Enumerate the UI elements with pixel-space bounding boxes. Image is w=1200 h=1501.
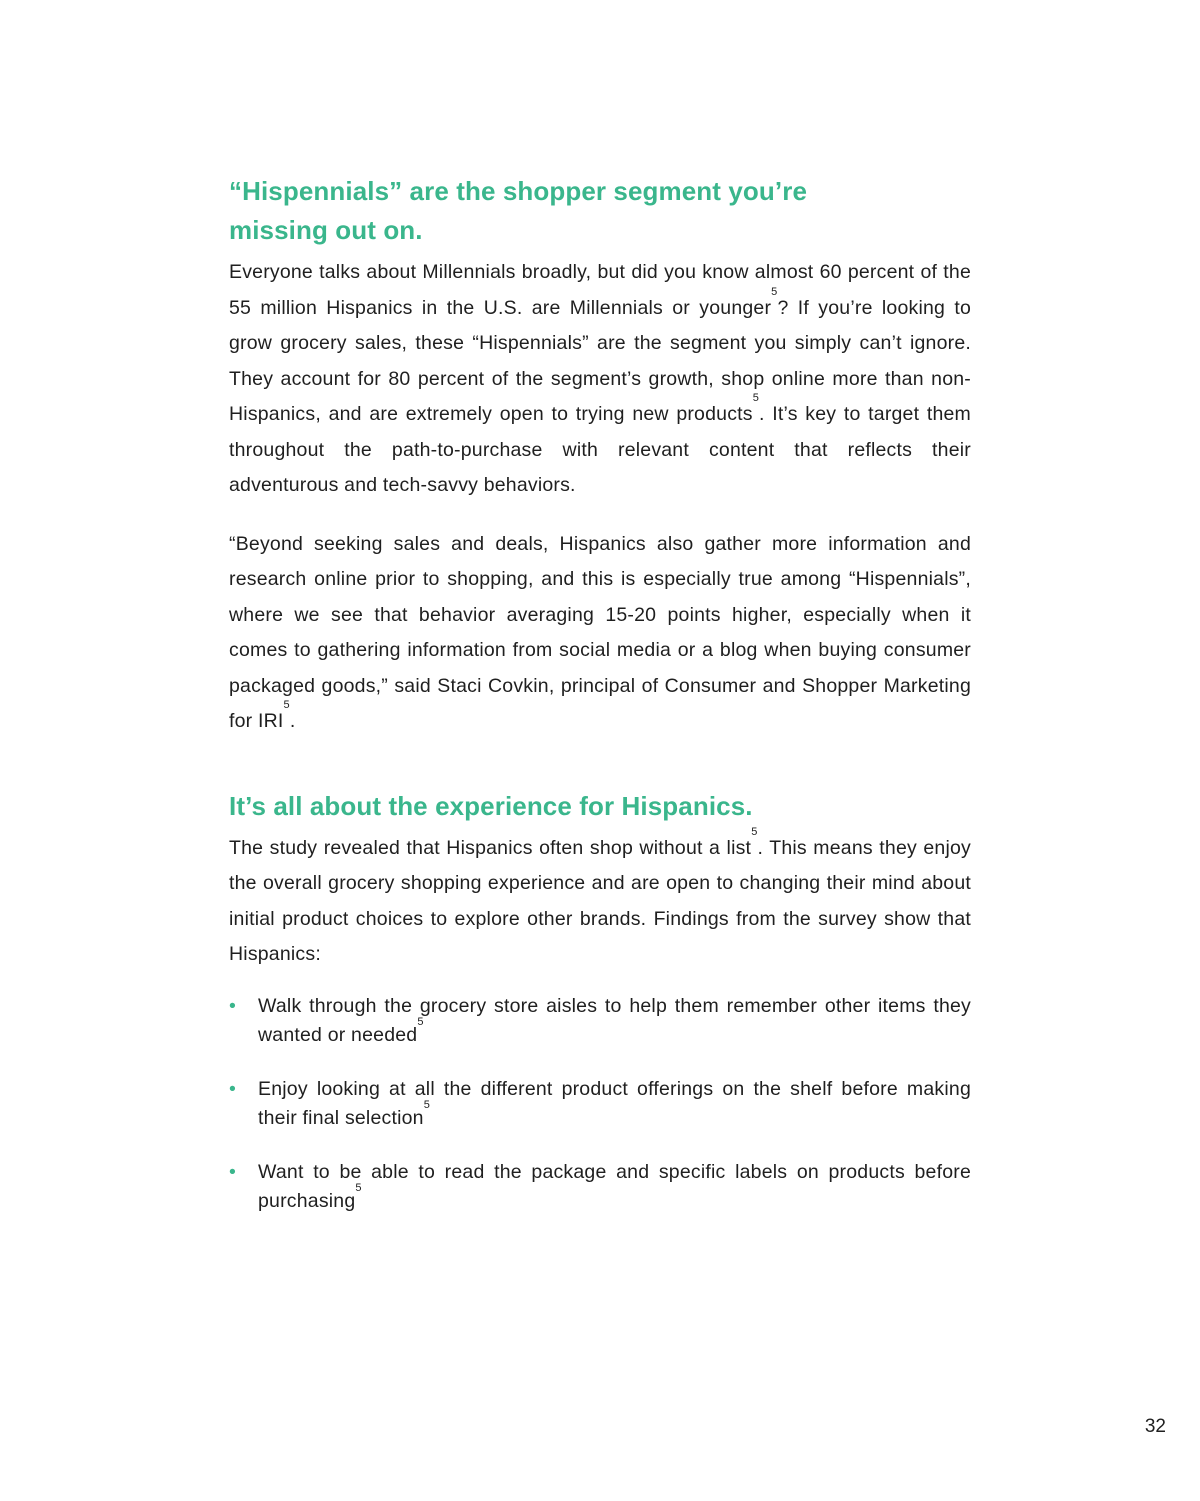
footnote-ref: 5 — [417, 1016, 424, 1028]
findings-list — [229, 992, 971, 1217]
paragraph-text: ? If you’re looking to grow grocery sales, these “Hispennials” are the segment you simply can’t ignore. They account for 80 percent of the segment’s growth, shop online more than non-Hispanics, and are extremely open to trying new products — [229, 296, 972, 425]
list-item-text: Walk through the grocery store aisles to help them remember other items they wanted or needed — [258, 994, 971, 1046]
paragraph-text: . — [289, 710, 296, 732]
footnote-ref: 5 — [771, 285, 778, 298]
footnote-ref: 5 — [355, 1182, 362, 1194]
paragraph-text: . It’s key to target them throughout the path-to-purchase with relevant content that reflects their adventurous and tech-savvy behaviors. — [229, 403, 971, 496]
footnote-ref: 5 — [751, 825, 758, 838]
bullet-icon: • — [229, 1077, 237, 1100]
footnote-ref: 5 — [752, 392, 760, 404]
section-heading-hispennials: “Hispennials” are the shopper segment you’re missing out on. — [229, 176, 807, 245]
paragraph-text: . This means they enjoy the overall grocery shopping experience and are open to changing their mind about initial product choices to explore other brands. Findings from the survey show that Hispanics: — [229, 836, 971, 965]
list-item — [229, 992, 971, 1051]
list-item — [229, 1158, 971, 1217]
bullet-icon: • — [229, 994, 237, 1017]
page-content — [229, 172, 971, 1241]
paragraph-text: “Beyond seeking sales and deals, Hispanics also gather more information and research online prior to shopping, and this is especially true among “Hispennials”, where we see that behavior averaging 15-20 points higher, especially when it comes to gathering information from social media or a blog when buying consumer packaged goods,” said Staci Covkin, principal of Consumer and Shopper Marketing for IRI — [229, 532, 971, 732]
section-heading-experience: It’s all about the experience for Hispanics. — [229, 790, 753, 821]
list-item-text: Want to be able to read the package and specific labels on products before purchasing — [258, 1160, 971, 1212]
paragraph-hispennials-intro — [229, 255, 971, 504]
page-number: 32 — [1144, 1416, 1166, 1437]
paragraph-quote — [229, 527, 971, 740]
bullet-icon: • — [229, 1160, 237, 1183]
footnote-ref: 5 — [423, 1099, 431, 1111]
paragraph-text: Everyone talks about Millennials broadly, but did you know almost 60 percent of the 55 million Hispanics in the U.S. are Millennials or younger — [229, 261, 971, 319]
list-item-text: Enjoy looking at all the different product offerings on the shelf before making their final selection — [258, 1077, 971, 1129]
footnote-ref: 5 — [283, 699, 290, 711]
list-item — [229, 1075, 971, 1134]
paragraph-text: The study revealed that Hispanics often shop without a list — [229, 836, 752, 859]
paragraph-experience — [229, 825, 971, 973]
